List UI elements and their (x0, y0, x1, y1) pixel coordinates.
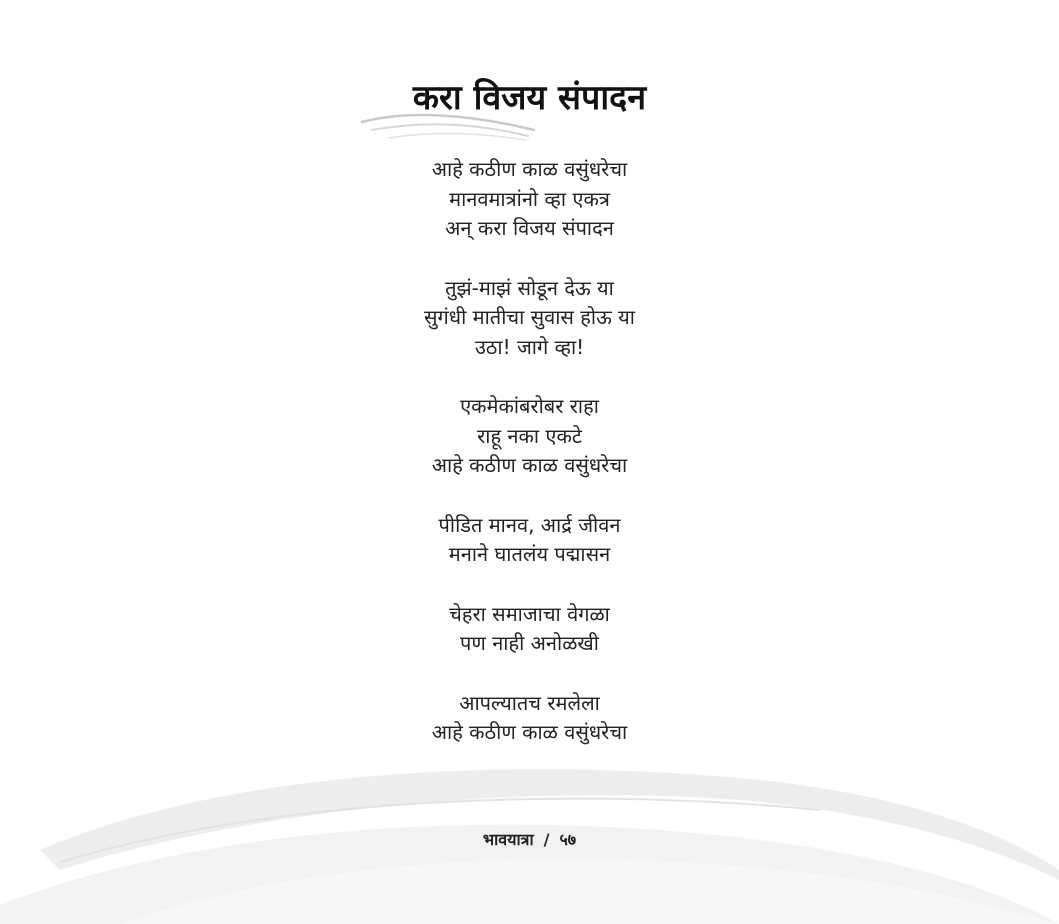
poem-line: उठा! जागे व्हा! (474, 334, 585, 359)
poem-line: अन् करा विजय संपादन (445, 216, 614, 240)
stanza-1 (0, 155, 1059, 244)
stanza-5 (0, 600, 1059, 659)
poem-line: तुझं-माझं सोडून देऊ या (445, 275, 614, 300)
poem-line: मनाने घातलंय पद्मासन (448, 542, 611, 566)
poem-line: पीडित मानव, आर्द्र जीवन (438, 512, 621, 537)
footer-book-title: भावयात्रा (482, 830, 534, 849)
poem-line: एकमेकांबरोबर राहा (460, 394, 599, 418)
page-footer (0, 828, 1059, 852)
poem-line: आपल्यातच रमलेला (459, 690, 600, 715)
poem-title: करा विजय संपादन (412, 78, 647, 118)
poem-line: आहे कठीण काळ वसुंधरेचा (431, 157, 628, 181)
stanza-4 (0, 511, 1059, 570)
poem-line: राहू नका एकटे (477, 423, 582, 448)
poem-line: आहे कठीण काळ वसुंधरेचा (431, 453, 628, 477)
poem-line: पण नाही अनोळखी (460, 631, 599, 655)
footer-separator: / (543, 830, 550, 849)
poem-body (0, 155, 1059, 778)
title-swash-decoration (358, 108, 558, 148)
stanza-2 (0, 274, 1059, 363)
poem-line: मानवमात्रांनो व्हा एकत्र (449, 186, 610, 211)
footer-page-number: ५७ (559, 830, 577, 849)
poem-line: सुगंधी मातीचा सुवास होऊ या (424, 305, 635, 329)
poem-line: आहे कठीण काळ वसुंधरेचा (431, 720, 628, 744)
stanza-6 (0, 689, 1059, 748)
stanza-3 (0, 392, 1059, 481)
poem-line: चेहरा समाजाचा वेगळा (449, 601, 610, 626)
